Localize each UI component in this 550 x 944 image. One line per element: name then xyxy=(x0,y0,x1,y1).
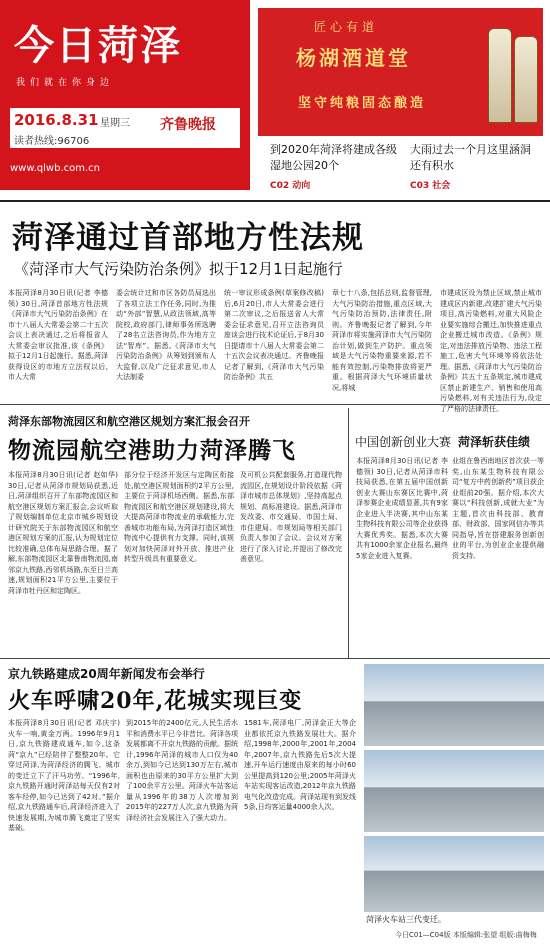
story2-headline[interactable]: 物流园航空港助力菏泽腾飞 xyxy=(8,437,296,464)
lead-col-2: 委会统计过和市区各防员局选出了各项立法工作任务,同时,为推动“外部”智慧,从政法领域,高等院校,政府部门,律师事务所选聘了28名立法咨询员,作为地方立法“智库”。据悉,《菏泽市大气污染防治条例》从筹划到颁布人大监督,以及广泛征求意见,市人大法制委 xyxy=(116,289,216,381)
story4-kicker: 京九铁路建成20周年新闻发布会举行 xyxy=(8,667,205,681)
story4-col-2: 到2015年的2400亿元,人民生活水平和消费水平已今非昔比。菏泽各项发展都离不开京九铁路的贡献。据统计,1996年菏泽的城市人口仅为40余万,到如今已达到130万左右,城市面积也由原来的30平方公里扩大到了100余平方公里。菏泽火车站客运量从1996年的38万人次增加到2015年的227万人次,京九铁路为菏泽经济社会发展注入了强大动力。 xyxy=(126,719,238,822)
ad-line3: 坚守纯粮固态酿造 xyxy=(298,96,427,111)
story3-col-2: 业组在鲁西南地区首次获一等奖,山东某生物科技有限公司“复方中药创新药”项目获企业组前20强。据介绍,本次大赛以“科技创新,成就大业”为主题,首次由科技部、教育部、财政部、国家网信办等共同指导,旨在搭建服务创新创业的平台,为创业企业提供融资支持。 xyxy=(452,457,544,560)
lead-headline[interactable]: 菏泽通过首部地方性法规 xyxy=(12,220,364,256)
story4-headline[interactable]: 火车呼啸20年,花城实现巨变 xyxy=(8,688,303,714)
paper-brand: 齐鲁晚报 xyxy=(160,117,216,133)
station-photo-2 xyxy=(364,750,544,832)
lead-col-3: 统一审议形成条例(草案修改稿)后,6月20日,市人大常委会进行第二次审议,之后报送省人大常委会征求意见,召开立法咨询员座谈会进行技术论证后,于8月30日提请市十八届人大常委会第二十五次会议表决通过。齐鲁晚报记者了解到,《菏泽市大气污染防治条例》共五 xyxy=(224,289,324,381)
story2-col-2: 部分位于经济开发区与定陶区衔接处,航空港区规划面积约2平方公里,主要位于菏泽机场西侧。据悉,东部物流园区和航空港区规划建设,将大大提高菏泽市物流业的承载能力,完善城市功能布局,为菏泽打造区域性物流中心提供有力支撑。同时,该规划对加快菏泽对外开放、推进产业转型升级具有重要意义。 xyxy=(124,471,234,563)
masthead xyxy=(0,0,250,190)
ad-line2: 杨湖酒道堂 xyxy=(296,46,411,70)
photo-caption: 菏泽火车站三代变迁。 xyxy=(366,915,446,924)
divider xyxy=(0,658,550,659)
issue-date: 2016.8.31 xyxy=(14,111,99,129)
story2-col-1: 本报菏泽8月30日讯(记者 赵如华) 30日,记者从菏泽市规划局获悉,近日,菏泽组织召开了东部物流园区和航空港区规划方案汇报会,会议听取了规划编制单位北京市城乡规划设计研究院关于东部物流园区和航空港区规划方案的汇报,认为规划定位比较准确,总体布局思路合理。据了解,东部物流园区北靠鲁南物流园,南邻京九铁路,西邻机场路,东至日兰高速,规划面积21平方公里,主要位于菏泽市牡丹区和定陶区。 xyxy=(8,471,118,595)
story2-col-3: 及可机公共配套服务,打造现代物流园区,在规划设计阶段依据《菏泽市城市总体规划》,坚持高起点规划、高标准建设。据悉,菏泽市发改委、市交通局、市国土局、市住建局、市规划局等相关部门负责人参加了会议。会议对方案进行了深入讨论,并提出了修改完善意见。 xyxy=(240,471,342,563)
lead-col-1: 本报菏泽8月30日讯(记者 李德领) 30日,菏泽首部地方性法规《菏泽市大气污染防治条例》在市十八届人大常委会第二十五次会议上表决通过,之后将报省人大常委会审议批准,该《条例》拟于12月1日起施行。据悉,菏泽获得设区的市地方立法权以后,市人大常 xyxy=(8,289,108,381)
station-photo-3 xyxy=(364,836,544,912)
divider xyxy=(0,200,550,202)
teaser-title: 大雨过去一个月这里涵洞还有积水 xyxy=(410,143,531,172)
column-divider xyxy=(348,408,349,658)
lead-col-4: 章七十八条,包括总则,监督管理,大气污染防治措施,重点区域,大气污染防治预防,法律责任,附则。齐鲁晚报记者了解到,今年菏泽市将实施菏泽市大气污染防治计划,做到生产防护。重点领域是大气污染物重要来源,若不能有效控制,污染物排放将更严重。根据菏泽大气环境质量状况,将城 xyxy=(332,289,432,392)
bottle-image xyxy=(488,28,512,123)
lead-col-5: 市建成区设为禁止区域,禁止城市建成区内新建,改建扩建大气污染项目,高污染燃料,对重大风险企业要实施综合搬迁,加快推进重点企业搬迁城市改造。《条例》规定,对违法排放污染物、违法工程施工,危害大气环境等将依法处理。据悉,《菏泽市大气污染防治条例》共五十五条规定,城市建成区禁止新建生产、销售和使用高污染燃料,对有关违法行为,设定了严格的法律责任。 xyxy=(440,289,542,413)
teaser-2[interactable] xyxy=(410,142,540,194)
story3-col-1: 本报菏泽8月30日讯(记者 李德领) 30日,记者从菏泽市科技局获悉,在第五届中国创新创业大赛山东赛区比赛中,菏泽参赛企业成绩显著,共有9家企业进入半决赛,其中山东某生物科技有限公司等企业获得大赛优秀奖。据悉,本次大赛共有1000余家企业报名,最终5家企业进入复赛。 xyxy=(356,457,448,560)
teaser-title: 到2020年菏泽将建成各级湿地公园20个 xyxy=(270,143,397,172)
masthead-url[interactable]: www.qlwb.com.cn xyxy=(10,163,100,174)
bottle-image xyxy=(514,36,538,123)
dateline-box xyxy=(10,108,240,148)
story3-headline[interactable]: 菏泽斩获佳绩 xyxy=(458,435,531,449)
masthead-logo: 今日菏泽 xyxy=(14,22,182,69)
issue-weekday: 星期三 xyxy=(100,118,130,129)
reader-hotline: 读者热线:96706 xyxy=(14,136,90,147)
lead-subhead: 《菏泽市大气污染防治条例》拟于12月1日起施行 xyxy=(14,260,343,278)
page-footer: 今日C01—C04版 本版编辑:张望 组版:曲梅梅 xyxy=(395,931,537,939)
story4-col-1: 本报菏泽8月30日讯(记者 邓庆宇) 火车一响,黄金万两。1996年9月1日,京九铁路建成通车,如今,这条菏“京九”已经陪伴了整整20年。它穿过菏泽,为菏泽经济的腾飞、城市的变迁立下了汗马功劳。“1996年,京九铁路开通时菏泽站每天仅有2对客车经停,如今已达到了42对。”据介绍,京九铁路通车后,菏泽经济进入了快速发展期,为城市腾飞奠定了坚实基础。 xyxy=(8,719,120,832)
teaser-section: C03 社会 xyxy=(410,181,451,191)
story2-kicker: 菏泽东部物流园区和航空港区规划方案汇报会召开 xyxy=(8,415,250,428)
station-photo-1 xyxy=(364,664,544,746)
liquor-advertisement[interactable] xyxy=(258,8,543,136)
teaser-section: C02 动向 xyxy=(270,181,311,191)
story3-kicker: 中国创新创业大赛 xyxy=(355,435,452,449)
masthead-slogan: 我们就在你身边 xyxy=(16,78,115,88)
story4-col-3: 1581车,菏泽电厂,菏泽金正大等企业都依托京九铁路发展壮大。据介绍,1998年,2000年,2001年,2004年,2007年,京九铁路先后5次大提速,开车运行速度由原来的每小时60公里提高到120公里;2005年菏泽火车站实现客运改造,2012年京九铁路电气化改造完成。菏泽站现有到发线5条,日均客运量4000余人次。 xyxy=(244,719,356,811)
divider xyxy=(0,404,550,405)
ad-line1: 匠心有道 xyxy=(314,20,379,34)
teaser-1[interactable] xyxy=(270,142,400,194)
